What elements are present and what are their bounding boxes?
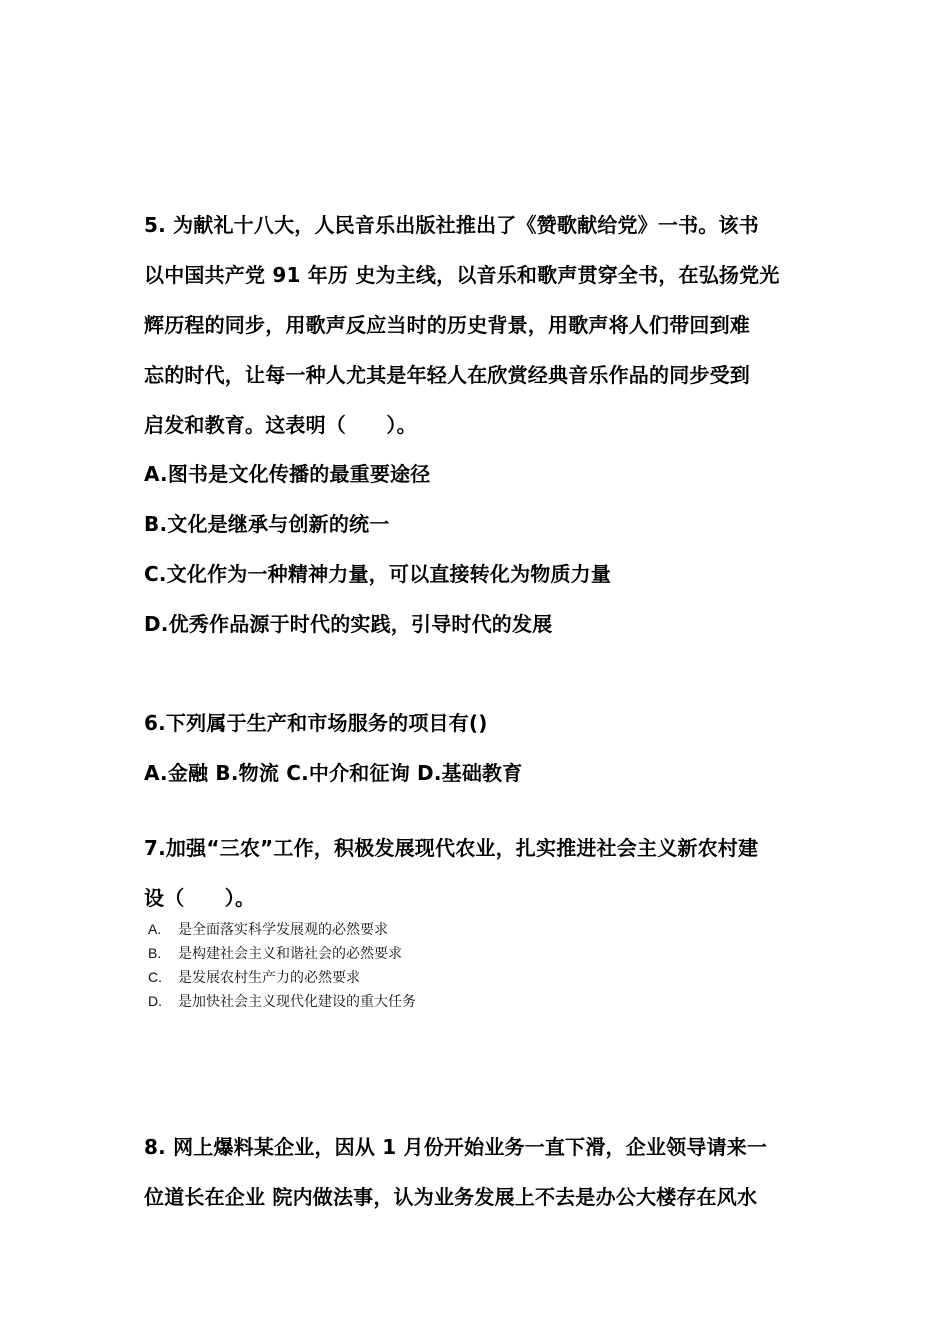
q6-question: 6.下列属于生产和市场服务的项目有() xyxy=(144,711,488,735)
q7-option-c-letter: C. xyxy=(148,969,162,985)
q7-option-c xyxy=(148,967,360,988)
q5-line-2: 以中国共产党 91 年历 史为主线，以音乐和歌声贯穿全书，在弘扬党光 xyxy=(144,263,780,287)
q7-option-d xyxy=(148,991,416,1012)
q7-line-2: 设（ ）。 xyxy=(144,886,256,910)
q5-line-4: 忘的时代，让每一种人尤其是年轻人在欣赏经典音乐作品的同步受到 xyxy=(144,363,750,387)
q7-option-b xyxy=(148,943,402,964)
q7-option-a-text: 是全面落实科学发展观的必然要求 xyxy=(178,922,388,938)
q8-line-2: 位道长在企业 院内做法事，认为业务发展上不去是办公大楼存在风水 xyxy=(144,1185,758,1209)
q7-option-b-text: 是构建社会主义和谐社会的必然要求 xyxy=(178,946,402,962)
q7-option-a-letter: A. xyxy=(148,921,162,937)
q5-line-5: 启发和教育。这表明（ ）。 xyxy=(144,413,417,437)
q5-option-c: C.文化作为一种精神力量，可以直接转化为物质力量 xyxy=(144,562,612,586)
q5-option-b: B.文化是继承与创新的统一 xyxy=(144,512,390,536)
q8-line-1: 8. 网上爆料某企业，因从 1 月份开始业务一直下滑，企业领导请来一 xyxy=(144,1135,768,1159)
q5-option-a: A.图书是文化传播的最重要途径 xyxy=(144,462,431,486)
q7-line-1: 7.加强“三农”工作，积极发展现代农业，扎实推进社会主义新农村建 xyxy=(144,836,759,860)
q7-option-c-text: 是发展农村生产力的必然要求 xyxy=(178,970,360,986)
q7-option-b-letter: B. xyxy=(148,945,162,961)
q6-options: A.金融 B.物流 C.中介和征询 D.基础教育 xyxy=(144,761,523,785)
q5-line-1: 5. 为献礼十八大，人民音乐出版社推出了《赞歌献给党》一书。该书 xyxy=(144,213,759,237)
q7-option-d-text: 是加快社会主义现代化建设的重大任务 xyxy=(178,994,416,1010)
q7-option-a xyxy=(148,919,388,940)
q7-option-d-letter: D. xyxy=(148,993,162,1009)
q5-option-d: D.优秀作品源于时代的实践，引导时代的发展 xyxy=(144,612,553,636)
q5-line-3: 辉历程的同步，用歌声反应当时的历史背景，用歌声将人们带回到难 xyxy=(144,313,750,337)
